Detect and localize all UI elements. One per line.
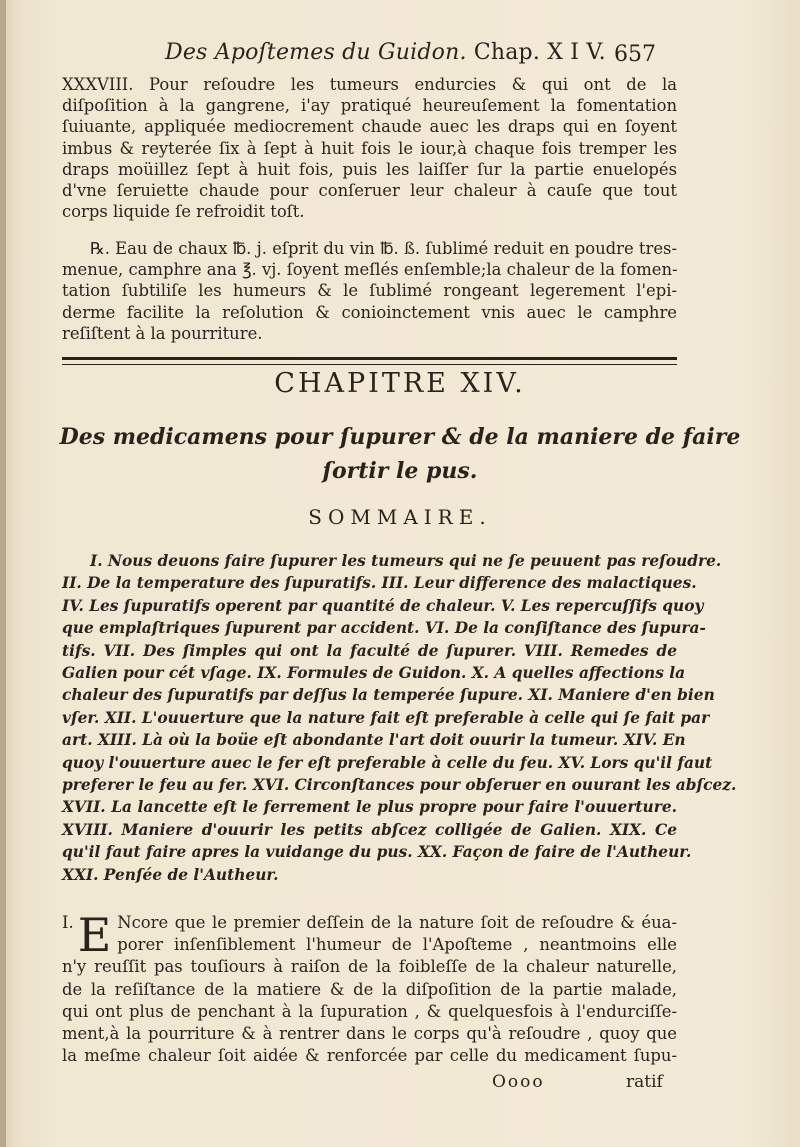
text-line: ment,à la pourriture & à rentrer dans le corps qu'à reſoudre , quoy que xyxy=(62,1024,677,1044)
text-line: imbus & reyterée ſix à ſept à huit fois le iour,à chaque fois tremper les xyxy=(62,138,677,158)
chapter-title: CHAPITRE XIV. xyxy=(274,368,526,399)
page-number: 657 xyxy=(614,42,656,67)
summary-line: II. De la temperature des ſupuratifs. III. Leur difference des malactiques. xyxy=(62,574,697,593)
catchword: ratif xyxy=(626,1072,663,1092)
summary-line: tifs. VII. Des ſimples qui ont la faculté de ſupurer. VIII. Remedes de xyxy=(62,641,677,660)
text-line: d'vne ſeruiette chaude pour conſeruer leur chaleur à cauſe que tout xyxy=(62,181,677,201)
page-gutter-edge xyxy=(0,0,6,1147)
summary-line: I. Nous deuons faire ſupurer les tumeurs qui ne ſe peuuent pas reſoudre. xyxy=(90,552,722,570)
summary-line: vſer. XII. L'ouuerture que la nature fait eſt preferable à celle qui ſe fait par xyxy=(62,708,710,727)
summary-line: art. XIII. Là où la boüe eſt abondante l'art doit ouurir la tumeur. XIV. En xyxy=(62,731,686,750)
text-line: derme facilite la reſolution & conioinctement vnis auec le camphre xyxy=(62,302,677,322)
sommaire-paragraph xyxy=(62,550,737,886)
chapter-subtitle-line: Des medicamens pour ſupurer & de la maniere de faire xyxy=(59,424,741,450)
text-line: Ncore que le premier deſſein de la nature ſoit de reſoudre & éua- xyxy=(117,913,677,932)
text-line: reſiſtent à la pourriture. xyxy=(62,323,263,343)
summary-line: XVIII. Maniere d'ouurir les petits abſcez colligée de Galien. XIX. Ce xyxy=(62,820,677,839)
summary-line: XXI. Penſée de l'Autheur. xyxy=(62,865,279,884)
sommaire-summary xyxy=(62,550,737,886)
paragraph-number: I. xyxy=(62,913,74,932)
chapter-body xyxy=(62,908,677,1067)
running-head-title: Des Apoſtemes du Guidon. Chap. X I V. xyxy=(165,40,606,65)
summary-line: Galien pour cét vſage. IX. Formules de Guidon. X. A quelles affections la xyxy=(62,664,686,683)
summary-line: XVII. La lancette eſt le ferrement le plus propre pour faire l'ouuerture. xyxy=(62,798,677,817)
text-line: tation ſubtiliſe les humeurs & le ſublimé rongeant legerement l'epi- xyxy=(62,281,677,301)
text-line: porer inſenſiblement l'humeur de l'Apoſteme , neantmoins elle xyxy=(117,935,677,955)
chapter-subtitle-line: ſortir le pus. xyxy=(322,458,478,484)
text-line: XXXVIII. Pour reſoudre les tumeurs endurcies & qui ont de la xyxy=(62,75,677,94)
summary-line: IV. Les ſupuratifs operent par quantité de chaleur. V. Les repercuſſifs quoy xyxy=(62,596,704,615)
summary-line: que emplaſtriques ſupurent par accident. VI. De la conſiſtance des ſupura- xyxy=(62,619,706,638)
recipe-paragraph xyxy=(62,238,677,344)
body-paragraph xyxy=(62,908,677,1067)
text-line: draps moüillez ſept à huit fois, puis les laiſſer ſur la partie enuelopés xyxy=(62,159,677,179)
summary-line: qu'il faut faire apres la vuidange du pus. XX. Façon de faire de l'Autheur. xyxy=(62,843,692,862)
recipe xyxy=(62,238,677,344)
text-line: la meſme chaleur ſoit aidée & renforcée par celle du medicament ſupu- xyxy=(62,1046,677,1066)
text-line: menue, camphre ana ℥. vj. ſoyent meſlés enſemble;la chaleur de la fomen- xyxy=(62,260,678,280)
text-line: qui ont plus de penchant à la ſupuration , & quelquesfois à l'endurciſſe- xyxy=(62,1001,677,1021)
sommaire-heading: SOMMAIRE. xyxy=(308,505,492,529)
drop-capital: E xyxy=(77,908,112,962)
summary-line: quoy l'ouuerture auec le fer eſt preferable à celle du feu. XV. Lors qu'il faut xyxy=(62,753,713,772)
section-divider-rule xyxy=(62,357,677,365)
text-line: n'y reuſſit pas touſiours à raiſon de la foibleſſe de la chaleur naturelle, xyxy=(62,957,677,977)
text-line: diſpoſition à la gangrene, i'ay pratiqué heureuſement la fomentation xyxy=(62,96,677,116)
running-head xyxy=(0,40,800,70)
text-line: de la reſiſtance de la matiere & de la diſpoſition de la partie malade, xyxy=(62,979,677,999)
signature-mark: Oooo xyxy=(492,1072,545,1092)
text-line: corps liquide ſe refroidit toſt. xyxy=(62,202,305,222)
summary-line: chaleur des ſupuratifs par deſſus la temperée ſupure. XI. Maniere d'en bien xyxy=(62,686,715,705)
chapter-subtitle xyxy=(0,420,800,488)
running-head-chapter: Chap. X I V. xyxy=(473,40,606,65)
text-line: ℞. Eau de chaux ℔. j. eſprit du vin ℔. ß. ſublimé reduit en poudre tres- xyxy=(90,239,677,258)
article-38 xyxy=(62,74,677,222)
article-38-paragraph xyxy=(62,74,677,222)
summary-line: preferer le feu au fer. XVI. Circonſtances pour obſeruer en ouurant les abſcez. xyxy=(62,776,737,795)
text-line: ſuiuante, appliquée mediocrement chaude auec les draps qui en ſoyent xyxy=(62,117,677,137)
